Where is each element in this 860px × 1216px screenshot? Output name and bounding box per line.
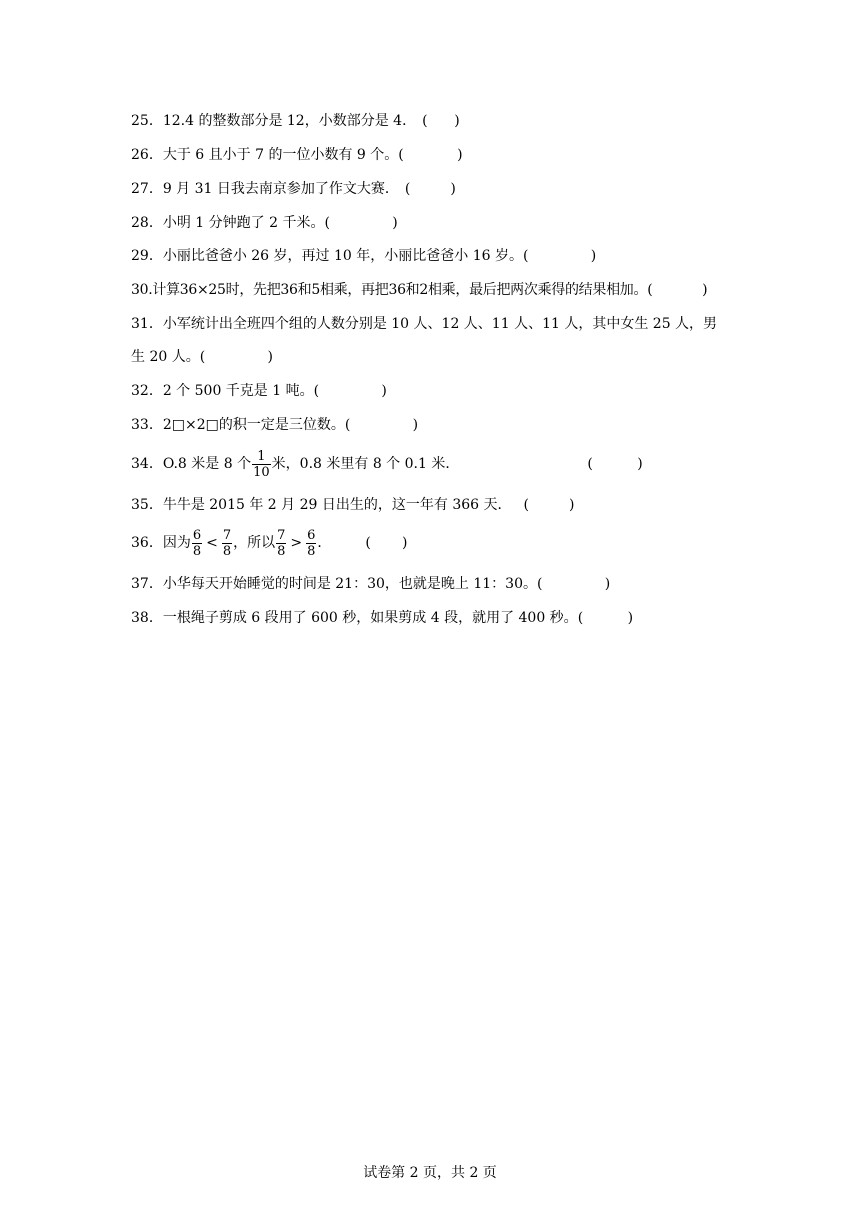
question-text: 牛牛是 2015 年 2 月 29 日出生的，这一年有 366 天． xyxy=(162,497,512,513)
fraction-denominator: 10 xyxy=(253,464,270,480)
fraction-one-tenth xyxy=(252,449,271,480)
answer-parentheses: ( ) xyxy=(365,535,408,551)
fraction-denominator: 8 xyxy=(277,543,286,559)
question-text-middle: ，所以 xyxy=(233,535,276,551)
answer-parentheses: ( ) xyxy=(537,576,611,592)
greater-than-symbol: > xyxy=(290,535,303,551)
answer-parentheses: ( ) xyxy=(522,248,597,264)
fraction-numerator: 6 xyxy=(192,527,202,543)
question-34 xyxy=(131,447,643,481)
question-number: 32． xyxy=(131,383,163,399)
question-text: 小明 1 分钟跑了 2 千米。 xyxy=(162,215,325,231)
question-text: 小军统计出全班四个组的人数分别是 10 人、12 人、11 人、11 人，其中女生 25 人，男 xyxy=(162,316,718,332)
answer-parentheses: ( ) xyxy=(324,215,398,231)
question-number: 25． xyxy=(131,113,163,129)
question-28 xyxy=(131,213,398,233)
question-30 xyxy=(131,280,707,300)
question-text: 计算36×25时，先把36和5相乘，再把36和2相乘，最后把两次乘得的结果相加。 xyxy=(152,282,648,298)
question-text: 12.4 的整数部分是 12，小数部分是 4． xyxy=(162,113,417,129)
question-32 xyxy=(131,381,387,401)
question-31 xyxy=(131,314,717,334)
fraction-six-eighths xyxy=(306,528,316,559)
question-number: 34． xyxy=(131,456,163,472)
question-text-end: ． xyxy=(317,535,332,551)
question-text: 因为 xyxy=(162,535,191,551)
fraction-seven-eighths xyxy=(222,528,232,559)
question-text: 9 月 31 日我去南京参加了作文大赛． xyxy=(162,181,399,197)
answer-parentheses: ( ) xyxy=(647,282,708,298)
question-29 xyxy=(131,246,596,266)
question-number: 26． xyxy=(131,147,163,163)
answer-parentheses: ( ) xyxy=(398,147,463,163)
question-text-after-fraction: 米，0.8 米里有 8 个 0.1 米． xyxy=(271,456,460,472)
question-37 xyxy=(131,574,610,594)
fraction-seven-eighths xyxy=(276,528,286,559)
question-number: 28． xyxy=(131,215,163,231)
question-number: 35． xyxy=(131,497,163,513)
fraction-denominator: 8 xyxy=(307,543,316,559)
question-35 xyxy=(131,495,575,515)
question-33 xyxy=(131,415,418,435)
question-36 xyxy=(131,526,408,560)
fraction-denominator: 8 xyxy=(192,543,202,559)
answer-parentheses: ( ) xyxy=(313,383,387,399)
page-footer: 试卷第 2 页，共 2 页 xyxy=(363,1165,497,1181)
question-number: 31． xyxy=(131,316,163,332)
fraction-numerator: 6 xyxy=(307,527,316,543)
answer-parentheses: ( ) xyxy=(404,181,456,197)
question-27 xyxy=(131,179,456,199)
answer-parentheses: ( ) xyxy=(199,349,273,365)
question-number: 27． xyxy=(131,181,163,197)
question-number: 33． xyxy=(131,417,163,433)
question-25 xyxy=(131,111,460,131)
question-number: 37． xyxy=(131,576,163,592)
question-number: 30. xyxy=(131,282,153,298)
question-text: 大于 6 且小于 7 的一位小数有 9 个。 xyxy=(162,147,399,163)
fraction-denominator: 8 xyxy=(222,543,232,559)
answer-parentheses: ( ) xyxy=(577,610,634,626)
fraction-numerator: 1 xyxy=(252,449,271,465)
question-text: 小华每天开始睡觉的时间是 21：30，也就是晚上 11：30。 xyxy=(162,576,537,592)
question-number: 38． xyxy=(131,610,163,626)
question-text: 2 个 500 千克是 1 吨。 xyxy=(162,383,314,399)
question-number: 36． xyxy=(131,535,163,551)
fraction-numerator: 7 xyxy=(222,527,232,543)
question-number: 29． xyxy=(131,248,163,264)
question-text: O.8 米是 8 个 xyxy=(162,456,252,472)
answer-parentheses: ( ) xyxy=(523,497,575,513)
question-38 xyxy=(131,608,633,628)
question-31-continued xyxy=(131,347,273,367)
less-than-symbol: < xyxy=(206,535,218,551)
answer-parentheses: ( ) xyxy=(587,456,643,472)
fraction-numerator: 7 xyxy=(277,527,286,543)
fraction-six-eighths xyxy=(192,528,202,559)
answer-parentheses: ( ) xyxy=(422,113,460,129)
question-text-continued: 生 20 人。 xyxy=(131,349,200,365)
question-26 xyxy=(131,145,463,165)
question-text: 2□×2□的积一定是三位数。 xyxy=(162,417,345,433)
question-text: 一根绳子剪成 6 段用了 600 秒，如果剪成 4 段，就用了 400 秒。 xyxy=(162,610,578,626)
question-text: 小丽比爸爸小 26 岁，再过 10 年，小丽比爸爸小 16 岁。 xyxy=(162,248,523,264)
answer-parentheses: ( ) xyxy=(344,417,419,433)
